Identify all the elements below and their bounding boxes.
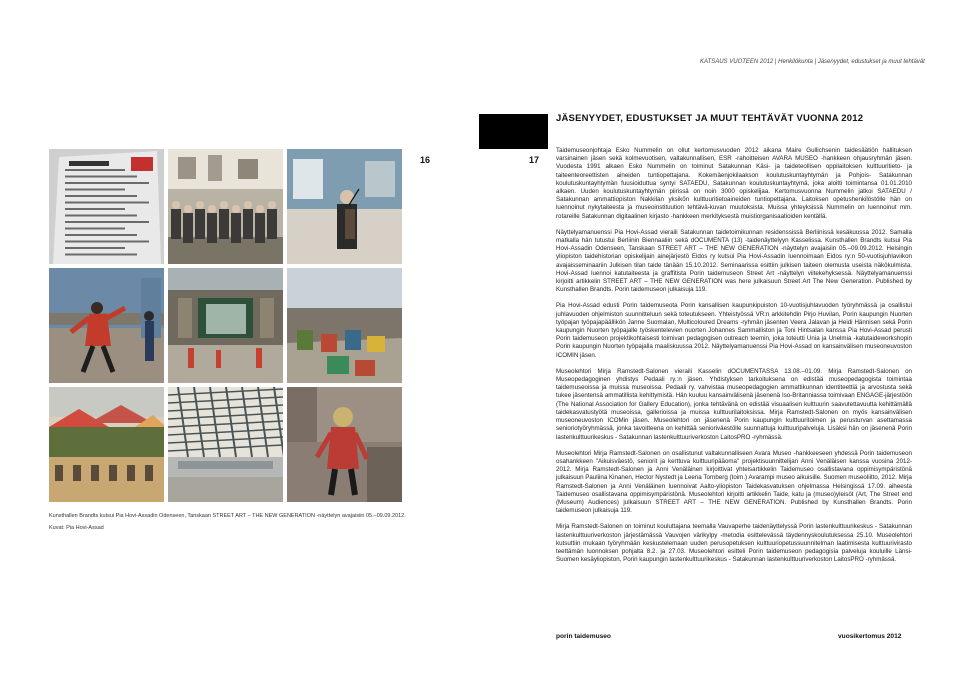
station-roof-photo <box>168 387 283 502</box>
paragraph: Pia Hovi-Assad edusti Porin taidemuseota Porin kansallisen kaupunkipuiston 10-vuotisjuhlavuoden työryhmässä ja osallistui juhlavuoden ohjelmiston suunnitteluun sekä toteutukseen. Yhteistyössä VR:n arkkitehdin Pirjo Huvilan, Porin kaupungin Nuorten työpajan työpajapäällikön Janne Suomalan, Multicoloured Dreams -ryhmän jäsenten Veera Jalavan ja Heidi Hännisen sekä Porin kaupungin Nuorten työpajalle työskentelevien nuorten Johannes Sammalliston ja Toni Hintsalan kanssa Pia Hovi-Assad perusti Porin taidemuseon projektikohtaisesti toimivan pedagogisen outreach teemin, joka toteutti Unia ja Unelmia -katutaideworkshopin Porin kaupungin Nuorten työpajalla maaliskuussa 2012. Näyttelyamanuenssi Pia Hovi-Assad on kansainvälisen museoneuvoston ICOMIN jäsen. <box>556 302 912 359</box>
street-dancer-photo <box>49 268 164 383</box>
running-header: KATSAUS VUOTEEN 2012 | Henkilökunta | Jäsenyydet, edustukset ja muut tehtävät <box>700 59 925 65</box>
gallery-speaker-photo <box>287 149 402 264</box>
paragraph: Taidemuseonjohtaja Esko Nummelin on ollut kertomusvuoden 2012 aikana Maire Gullichsenin taidesäätiön hallituksen varsinainen jäsen sekä kolmevuotisen, valtakunnallisen, ESR -rahoitteisen AVARA MUSEO -hankkeen ohjausryhmän jäsen. Vuodesta 1991 alkaen Esko Nummelin on toiminut Satakunnan Käsi- ja taideteollisen oppilaitoksen kulttuuritieto- ja taiteenteoreettisten aineiden tuntiopettajana. Kokemäenjokilaakson koulutuskuntayhtymän ja Pohjois- Satakunnan koulutuskuntayhtymän fuusioiduttua syntyi SATAEDU, Satakunnan koulutuskuntayhtymä, joka aloitti toimintansa 01.01.2010 alkaen. Uuden koulutuskuntayhtymän piirissä on noin 3000 opiskelijaa. Kertomusvuonna Nummelin jatkoi SATAEDU / Satakunnan ammattiopiston Nakkilan yksikön kulttuuritietoaineiden tuntiopettajana. Laitoksen opetushenkilöstölle hän on luennoinut nykytaiteesta ja museoinstituution tehtävä-kuvan muutoksista. Muissa yhteyksissä Nummelin on luennoinut mm. rotareille Satakunnan digitaalinen kirjasto -hankkeen merkityksestä muistiorganisaatioiden kentällä. <box>556 147 912 220</box>
body-text <box>556 147 912 572</box>
masked-performer-photo <box>287 387 402 502</box>
bins-installation-photo <box>287 268 402 383</box>
gallery-crowd-photo <box>168 149 283 264</box>
shopping-street-photo <box>168 268 283 383</box>
photo-caption <box>49 510 479 534</box>
caption-text: Kunsthallen Brandts kutsui Pia Hovi-Assadin Odenseen, Tanskaan STREET ART – THE NEW GENERATION -näyttelyn avajaisiin 05.–09.09.2012. <box>49 513 406 519</box>
section-marker-block <box>479 114 548 149</box>
footer-report-title: vuosikertomus 2012 <box>838 633 902 640</box>
paragraph: Mirja Ramstedt-Salonen on toiminut kouluttajana teemalla Vauvaperhe taidenäyttelyssä Porin lastenkulttuurikeskus - Satakunnan lastenkulttuuriverkoston järjestämässä Vauvojen värikylpy -metodia esittelevässä täydennyskoulutuksessa 25.10. Museolehtori kutsuttiin mukaan työryhmään keskustelemaan uuden perusopetuksen kulttuuriopetussuunnitelman laatimisesta kulttuurivirasto teettämän luonnoksen pohjalta 8.2. ja 27.03. Museolehtori esitteli Porin taidemuseon pedagogisia palveluja kouluille Länsi-Suomen kesäyliopiston, Porin kaupungin lastenkulttuurikeskus - Satakunnan lastenkulttuuriverkoston LaitosPRO -ryhmässä. <box>556 523 912 564</box>
paragraph: Museolehtori Mirja Ramstedt-Salonen on osallistunut valtakunnalliseen Avara Museo -hankkeeseen yhdessä Porin taidemuseon osahankkeen "Aikuisväestö, seniorit ja kerttuva kulttuuripääoma" projektisuunnittelijan Anni Venäläisen kanssa vuosina 2012-2012. Mirja Ramstedt-Salonen ja Anni Venäläinen kirjoittivat yhteisartikkelin Taidemuseo osallistavana oppimisympäristönä julkaisuun Pauliina Kinanen, Hector Nystedt ja Leena Tornberg (toim.) Avarampi museo aikuisille. Suomen museoliitto, 2012. Mirja Ramstedt-Salonen ja Anni Venäläinen luennoivat Aalto-yliopiston Taidekasvatuksen ohjelmassa Helsingissä 17.09. aiheesta Taidemuseo osallistavana oppimisympäristönä. Museolehtori kirjoitti artikkelin Taide, katu ja (museo)yleisöt (Art, The Street end (Museum) Audiences) julkaisuun STREET ART – THE NEW GENERATION. Published by Kunsthallen Brandts. Porin taidemuseon julkaisuja 119. <box>556 449 912 515</box>
page-number-right: 17 <box>529 155 540 165</box>
paragraph: Museolehtori Mirja Ramstedt-Salonen vieraili Kasselin dOCUMENTASSA 13.08.–01.09. Mirja Ramstedt-Salonen on Museopedagoginen yhdistys Pedaali ry.:n jäsen. Yhdistyksen tarkoituksena on edistää museopedagogista toimintaa taidemuseoissa ja muissa museoissa. Pedaali ry. vahvistaa museopedagogien ammattikunnan identiteettiä ja arvostusta sekä tukee jäsentensä ammatillista kehittymistä. Hän kuuluu kansainvälisenä jäsenenä Iso-Britanniassa toimivaan ENGAGE-järjestöön (The National Association for Gallery Education), jonka tehtävänä on edistää visuaalisen kulttuurin saavutettavuutta kehittämällä taidekasvatustyötä museoissa, gallerioissa ja muissa kulttuurilaitoksissa. Mirja Ramstedt-Salonen on myös kansainvälisen museoneuvoston ICOMin jäsen. Museolehtori on jäsenenä Porin kaupungin kulttuuritoimen ja perusturvan asettamassa senioriotyöryhmässä, jonka tavoitteena on kehittää senioriväestölle suunnattuja kulttuuripalveluja. Lisäksi hän on jäsenenä Porin lastenkulttuurikeskus - Satakunnan lastenkulttuuriverkoston LaitosPRO -ryhmässä. <box>556 367 912 441</box>
footer-publisher: porin taidemuseo <box>556 633 611 640</box>
paragraph: Näyttelyamanuenssi Pia Hovi-Assad vieraili Satakunnan taidetoimikunnan residenssissä Berliinissä kesäkuussa 2012. Samalla matkalla hän tutustui Berliinin Biennaaliin sekä dOCUMENTA (13) -taidenäyttelyyn Kasselissa. Kunsthallen Brandts kutsui Pia Hovi-Assadin Odenseen, Tanskaan STREET ART – THE NEW GENERATION -näyttelyn avajaisiin 05.–09.09.2012. Helsingin yliopiston taidehistorian opiskelijain ainejärjestö Eidos ry kutsui Pia Hovi-Assadin luennoimaan Eidos ry:n 50-vuotisjuhlaviikon avajaisseminaariin Julkisen tilan taide tänään 15.10.2012. Seminaarissa esittiin julkisen taiteen olemusta useista näkökulmista. Hovi-Assad luennoi katutaiteesta ja graffitista Porin taidemuseon Street Art -näyttelyn viitekehyksessä. Näyttelyamanuenssi kirjoitti artikkelin STREET ART – THE NEW GENERATION was here julkaisuun Street Art The New Generation. Published by Kunsthallen Brandts. Porin taidemuseon julkaisuja 119. <box>556 228 912 294</box>
page-number-left: 16 <box>420 155 431 165</box>
street-art-poster-photo <box>49 149 164 264</box>
section-title: JÄSENYYDET, EDUSTUKSET JA MUUT TEHTÄVÄT VUONNA 2012 <box>556 113 864 124</box>
market-umbrellas-photo <box>49 387 164 502</box>
caption-credit: Kuvat: Pia Hovi-Assad <box>49 525 104 531</box>
